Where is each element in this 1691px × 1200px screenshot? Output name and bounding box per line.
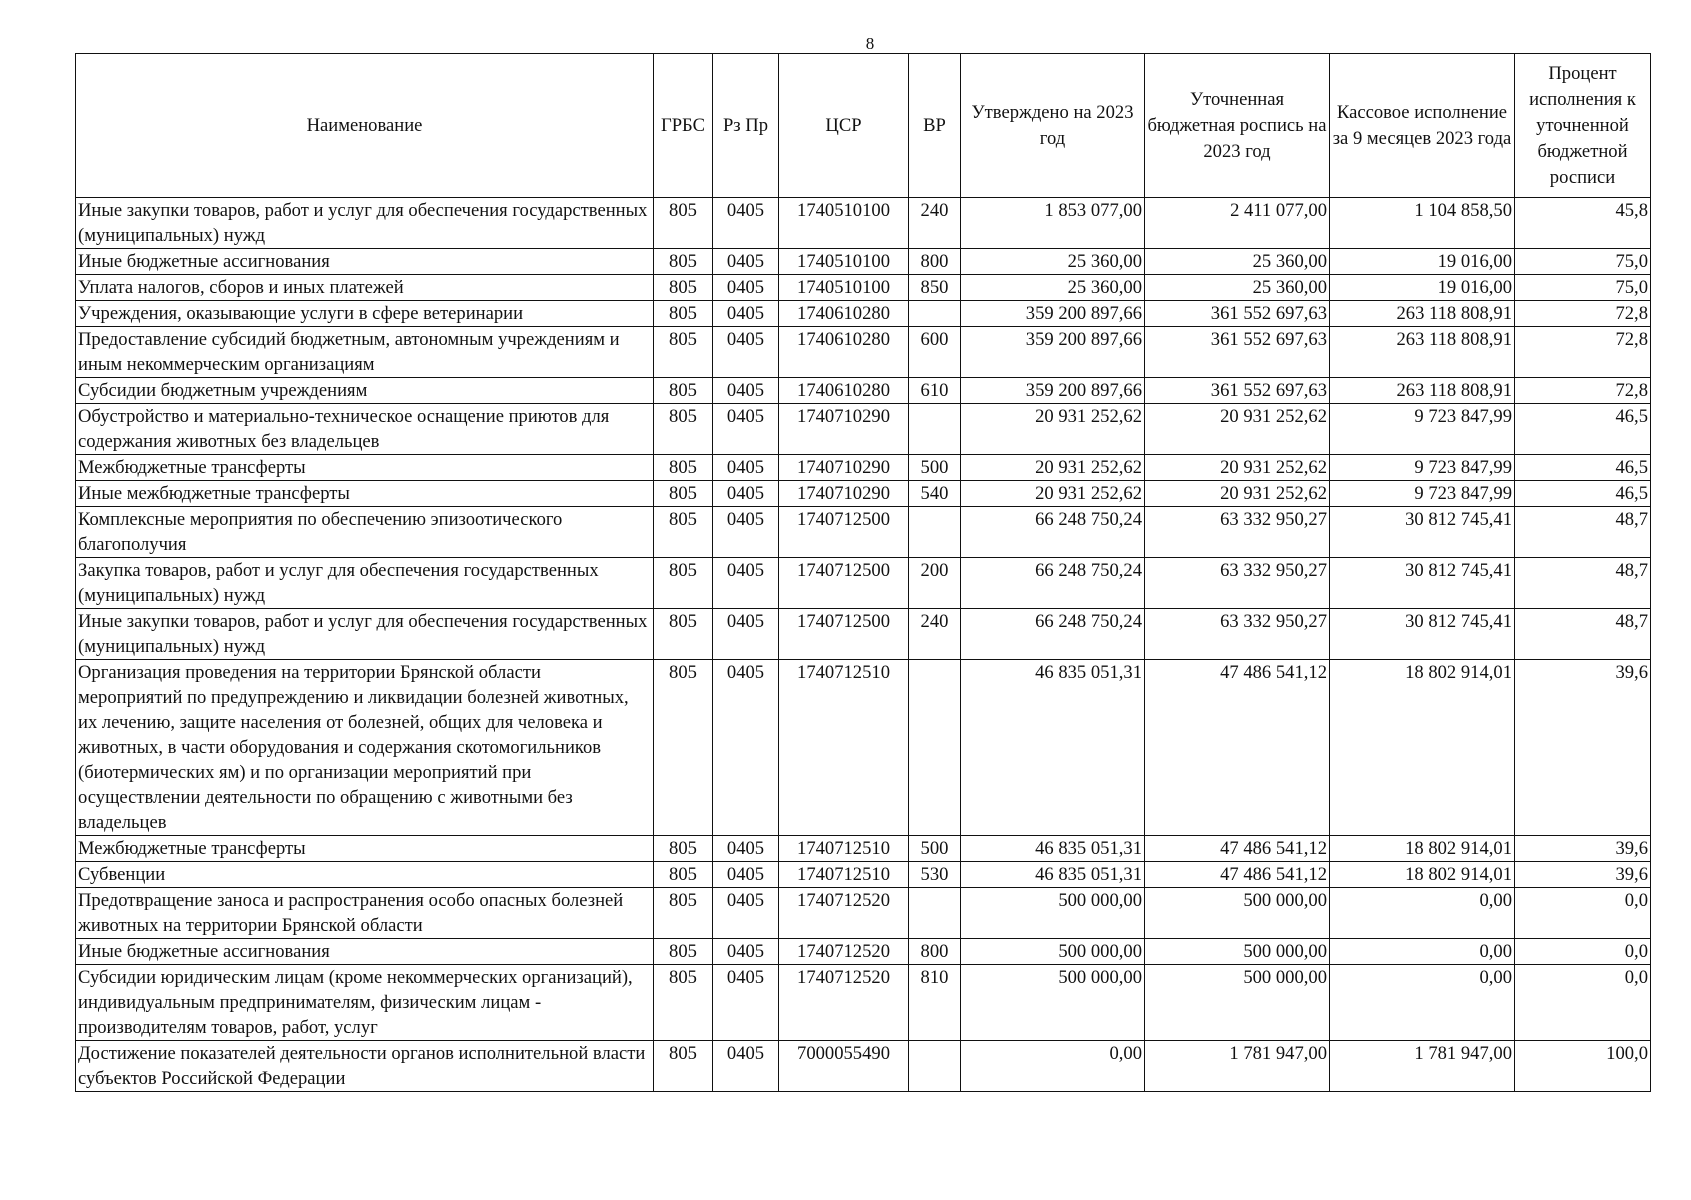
cell-grbs: 805 — [654, 378, 713, 404]
cell-name: Субвенции — [76, 862, 654, 888]
cell-refined: 47 486 541,12 — [1145, 862, 1330, 888]
table-header — [76, 54, 1651, 198]
cell-refined: 1 781 947,00 — [1145, 1041, 1330, 1092]
cell-vr: 240 — [909, 609, 961, 660]
cell-percent: 75,0 — [1515, 275, 1651, 301]
table-row — [76, 507, 1651, 558]
header-rzpr: Рз Пр — [713, 54, 779, 198]
cell-vr: 600 — [909, 327, 961, 378]
cell-name: Субсидии юридическим лицам (кроме некоммерческих организаций), индивидуальным предпринимателям, физическим лицам - производителям товаров, работ, услуг — [76, 965, 654, 1041]
cell-cash: 1 781 947,00 — [1330, 1041, 1515, 1092]
cell-cash: 9 723 847,99 — [1330, 404, 1515, 455]
cell-rzpr: 0405 — [713, 481, 779, 507]
cell-vr: 530 — [909, 862, 961, 888]
cell-name: Межбюджетные трансферты — [76, 836, 654, 862]
cell-cash: 18 802 914,01 — [1330, 836, 1515, 862]
cell-csr: 7000055490 — [779, 1041, 909, 1092]
table-row — [76, 404, 1651, 455]
cell-grbs: 805 — [654, 888, 713, 939]
cell-approved: 500 000,00 — [961, 939, 1145, 965]
table-row — [76, 481, 1651, 507]
header-approved: Утверждено на 2023 год — [961, 54, 1145, 198]
cell-rzpr: 0405 — [713, 888, 779, 939]
cell-percent: 48,7 — [1515, 609, 1651, 660]
header-vr: ВР — [909, 54, 961, 198]
cell-rzpr: 0405 — [713, 198, 779, 249]
header-name: Наименование — [76, 54, 654, 198]
cell-grbs: 805 — [654, 198, 713, 249]
cell-grbs: 805 — [654, 660, 713, 836]
cell-refined: 361 552 697,63 — [1145, 301, 1330, 327]
cell-cash: 30 812 745,41 — [1330, 609, 1515, 660]
cell-percent: 72,8 — [1515, 327, 1651, 378]
cell-refined: 47 486 541,12 — [1145, 836, 1330, 862]
cell-percent: 100,0 — [1515, 1041, 1651, 1092]
page-number: 8 — [865, 34, 875, 53]
cell-rzpr: 0405 — [713, 836, 779, 862]
cell-grbs: 805 — [654, 1041, 713, 1092]
cell-name: Достижение показателей деятельности органов исполнительной власти субъектов Российской Федерации — [76, 1041, 654, 1092]
header-refined: Уточненная бюджетная роспись на 2023 год — [1145, 54, 1330, 198]
cell-csr: 1740610280 — [779, 301, 909, 327]
cell-approved: 500 000,00 — [961, 888, 1145, 939]
cell-name: Предотвращение заноса и распространения особо опасных болезней животных на территории Брянской области — [76, 888, 654, 939]
cell-vr: 500 — [909, 836, 961, 862]
cell-grbs: 805 — [654, 939, 713, 965]
cell-grbs: 805 — [654, 836, 713, 862]
cell-rzpr: 0405 — [713, 558, 779, 609]
table-row — [76, 660, 1651, 836]
cell-percent: 46,5 — [1515, 455, 1651, 481]
cell-approved: 46 835 051,31 — [961, 836, 1145, 862]
table-row — [76, 1041, 1651, 1092]
cell-csr: 1740712520 — [779, 939, 909, 965]
table-row — [76, 965, 1651, 1041]
table-row — [76, 275, 1651, 301]
table-row — [76, 862, 1651, 888]
cell-approved: 66 248 750,24 — [961, 558, 1145, 609]
cell-vr: 800 — [909, 249, 961, 275]
cell-cash: 263 118 808,91 — [1330, 327, 1515, 378]
table-row — [76, 836, 1651, 862]
cell-cash: 19 016,00 — [1330, 249, 1515, 275]
cell-grbs: 805 — [654, 481, 713, 507]
cell-vr: 850 — [909, 275, 961, 301]
cell-percent: 0,0 — [1515, 965, 1651, 1041]
cell-rzpr: 0405 — [713, 404, 779, 455]
table-row — [76, 198, 1651, 249]
cell-vr — [909, 660, 961, 836]
budget-table — [75, 53, 1651, 1092]
cell-percent: 46,5 — [1515, 481, 1651, 507]
cell-refined: 500 000,00 — [1145, 965, 1330, 1041]
cell-csr: 1740712510 — [779, 660, 909, 836]
cell-refined: 361 552 697,63 — [1145, 378, 1330, 404]
cell-csr: 1740710290 — [779, 404, 909, 455]
cell-grbs: 805 — [654, 862, 713, 888]
cell-approved: 20 931 252,62 — [961, 481, 1145, 507]
header-cash: Кассовое исполнение за 9 месяцев 2023 года — [1330, 54, 1515, 198]
cell-grbs: 805 — [654, 965, 713, 1041]
cell-refined: 47 486 541,12 — [1145, 660, 1330, 836]
cell-cash: 18 802 914,01 — [1330, 862, 1515, 888]
cell-rzpr: 0405 — [713, 249, 779, 275]
cell-percent: 39,6 — [1515, 836, 1651, 862]
cell-name: Закупка товаров, работ и услуг для обеспечения государственных (муниципальных) нужд — [76, 558, 654, 609]
cell-cash: 0,00 — [1330, 888, 1515, 939]
cell-rzpr: 0405 — [713, 378, 779, 404]
cell-csr: 1740712500 — [779, 507, 909, 558]
cell-refined: 500 000,00 — [1145, 888, 1330, 939]
cell-vr — [909, 888, 961, 939]
cell-refined: 361 552 697,63 — [1145, 327, 1330, 378]
cell-name: Межбюджетные трансферты — [76, 455, 654, 481]
cell-approved: 20 931 252,62 — [961, 455, 1145, 481]
cell-rzpr: 0405 — [713, 275, 779, 301]
cell-csr: 1740710290 — [779, 481, 909, 507]
cell-refined: 500 000,00 — [1145, 939, 1330, 965]
cell-refined: 63 332 950,27 — [1145, 507, 1330, 558]
cell-cash: 19 016,00 — [1330, 275, 1515, 301]
cell-vr — [909, 507, 961, 558]
cell-percent: 39,6 — [1515, 862, 1651, 888]
cell-rzpr: 0405 — [713, 660, 779, 836]
cell-percent: 39,6 — [1515, 660, 1651, 836]
cell-grbs: 805 — [654, 507, 713, 558]
cell-name: Иные бюджетные ассигнования — [76, 939, 654, 965]
cell-rzpr: 0405 — [713, 301, 779, 327]
cell-name: Иные бюджетные ассигнования — [76, 249, 654, 275]
cell-name: Субсидии бюджетным учреждениям — [76, 378, 654, 404]
header-csr: ЦСР — [779, 54, 909, 198]
cell-vr: 240 — [909, 198, 961, 249]
cell-csr: 1740610280 — [779, 378, 909, 404]
cell-refined: 20 931 252,62 — [1145, 455, 1330, 481]
cell-vr: 500 — [909, 455, 961, 481]
cell-approved: 359 200 897,66 — [961, 327, 1145, 378]
cell-refined: 63 332 950,27 — [1145, 609, 1330, 660]
cell-csr: 1740712520 — [779, 965, 909, 1041]
cell-cash: 9 723 847,99 — [1330, 455, 1515, 481]
cell-name: Комплексные мероприятия по обеспечению эпизоотического благополучия — [76, 507, 654, 558]
cell-approved: 359 200 897,66 — [961, 378, 1145, 404]
cell-vr: 810 — [909, 965, 961, 1041]
cell-approved: 20 931 252,62 — [961, 404, 1145, 455]
cell-name: Обустройство и материально-техническое оснащение приютов для содержания животных без владельцев — [76, 404, 654, 455]
cell-cash: 9 723 847,99 — [1330, 481, 1515, 507]
cell-cash: 1 104 858,50 — [1330, 198, 1515, 249]
cell-cash: 263 118 808,91 — [1330, 378, 1515, 404]
cell-rzpr: 0405 — [713, 862, 779, 888]
cell-cash: 30 812 745,41 — [1330, 507, 1515, 558]
cell-refined: 20 931 252,62 — [1145, 481, 1330, 507]
cell-name: Организация проведения на территории Брянской области мероприятий по предупреждению и ликвидации болезней животных, их лечению, защите населения от болезней, общих для человека и животных, в части оборудования и содержания скотомогильников (биотермических ям) и по организации мероприятий при осуществлении деятельности по обращению с животными без владельцев — [76, 660, 654, 836]
cell-rzpr: 0405 — [713, 939, 779, 965]
cell-grbs: 805 — [654, 249, 713, 275]
cell-approved: 46 835 051,31 — [961, 660, 1145, 836]
cell-vr — [909, 301, 961, 327]
table-row — [76, 939, 1651, 965]
cell-approved: 66 248 750,24 — [961, 507, 1145, 558]
cell-rzpr: 0405 — [713, 327, 779, 378]
cell-vr — [909, 1041, 961, 1092]
cell-approved: 25 360,00 — [961, 275, 1145, 301]
cell-percent: 72,8 — [1515, 301, 1651, 327]
cell-percent: 0,0 — [1515, 888, 1651, 939]
cell-cash: 30 812 745,41 — [1330, 558, 1515, 609]
cell-name: Иные закупки товаров, работ и услуг для обеспечения государственных (муниципальных) нужд — [76, 609, 654, 660]
cell-percent: 48,7 — [1515, 507, 1651, 558]
header-percent: Процент исполнения к уточненной бюджетной росписи — [1515, 54, 1651, 198]
cell-percent: 0,0 — [1515, 939, 1651, 965]
table-row — [76, 249, 1651, 275]
cell-approved: 66 248 750,24 — [961, 609, 1145, 660]
cell-percent: 75,0 — [1515, 249, 1651, 275]
cell-csr: 1740712510 — [779, 836, 909, 862]
cell-cash: 263 118 808,91 — [1330, 301, 1515, 327]
table-row — [76, 888, 1651, 939]
table-row — [76, 378, 1651, 404]
cell-name: Предоставление субсидий бюджетным, автономным учреждениям и иным некоммерческим организациям — [76, 327, 654, 378]
cell-vr: 200 — [909, 558, 961, 609]
cell-grbs: 805 — [654, 301, 713, 327]
cell-approved: 25 360,00 — [961, 249, 1145, 275]
table-row — [76, 327, 1651, 378]
cell-name: Иные закупки товаров, работ и услуг для обеспечения государственных (муниципальных) нужд — [76, 198, 654, 249]
cell-csr: 1740510100 — [779, 249, 909, 275]
cell-cash: 0,00 — [1330, 965, 1515, 1041]
cell-vr: 610 — [909, 378, 961, 404]
cell-name: Уплата налогов, сборов и иных платежей — [76, 275, 654, 301]
cell-approved: 359 200 897,66 — [961, 301, 1145, 327]
cell-refined: 20 931 252,62 — [1145, 404, 1330, 455]
table-row — [76, 301, 1651, 327]
cell-csr: 1740510100 — [779, 275, 909, 301]
cell-rzpr: 0405 — [713, 965, 779, 1041]
cell-approved: 1 853 077,00 — [961, 198, 1145, 249]
cell-grbs: 805 — [654, 558, 713, 609]
cell-grbs: 805 — [654, 275, 713, 301]
cell-refined: 25 360,00 — [1145, 275, 1330, 301]
cell-csr: 1740510100 — [779, 198, 909, 249]
cell-vr: 540 — [909, 481, 961, 507]
cell-grbs: 805 — [654, 327, 713, 378]
cell-approved: 0,00 — [961, 1041, 1145, 1092]
cell-refined: 2 411 077,00 — [1145, 198, 1330, 249]
cell-rzpr: 0405 — [713, 1041, 779, 1092]
table-row — [76, 558, 1651, 609]
cell-refined: 25 360,00 — [1145, 249, 1330, 275]
cell-grbs: 805 — [654, 455, 713, 481]
cell-percent: 48,7 — [1515, 558, 1651, 609]
table-row — [76, 609, 1651, 660]
cell-refined: 63 332 950,27 — [1145, 558, 1330, 609]
cell-percent: 46,5 — [1515, 404, 1651, 455]
cell-rzpr: 0405 — [713, 455, 779, 481]
header-row — [76, 54, 1651, 198]
cell-cash: 0,00 — [1330, 939, 1515, 965]
cell-rzpr: 0405 — [713, 609, 779, 660]
cell-grbs: 805 — [654, 609, 713, 660]
cell-csr: 1740712500 — [779, 609, 909, 660]
cell-name: Иные межбюджетные трансферты — [76, 481, 654, 507]
cell-csr: 1740710290 — [779, 455, 909, 481]
cell-vr: 800 — [909, 939, 961, 965]
cell-vr — [909, 404, 961, 455]
cell-percent: 45,8 — [1515, 198, 1651, 249]
cell-percent: 72,8 — [1515, 378, 1651, 404]
cell-csr: 1740610280 — [779, 327, 909, 378]
cell-csr: 1740712520 — [779, 888, 909, 939]
cell-csr: 1740712510 — [779, 862, 909, 888]
header-grbs: ГРБС — [654, 54, 713, 198]
table-body — [76, 198, 1651, 1092]
cell-name: Учреждения, оказывающие услуги в сфере ветеринарии — [76, 301, 654, 327]
cell-approved: 500 000,00 — [961, 965, 1145, 1041]
cell-csr: 1740712500 — [779, 558, 909, 609]
cell-grbs: 805 — [654, 404, 713, 455]
cell-approved: 46 835 051,31 — [961, 862, 1145, 888]
cell-cash: 18 802 914,01 — [1330, 660, 1515, 836]
cell-rzpr: 0405 — [713, 507, 779, 558]
table-row — [76, 455, 1651, 481]
